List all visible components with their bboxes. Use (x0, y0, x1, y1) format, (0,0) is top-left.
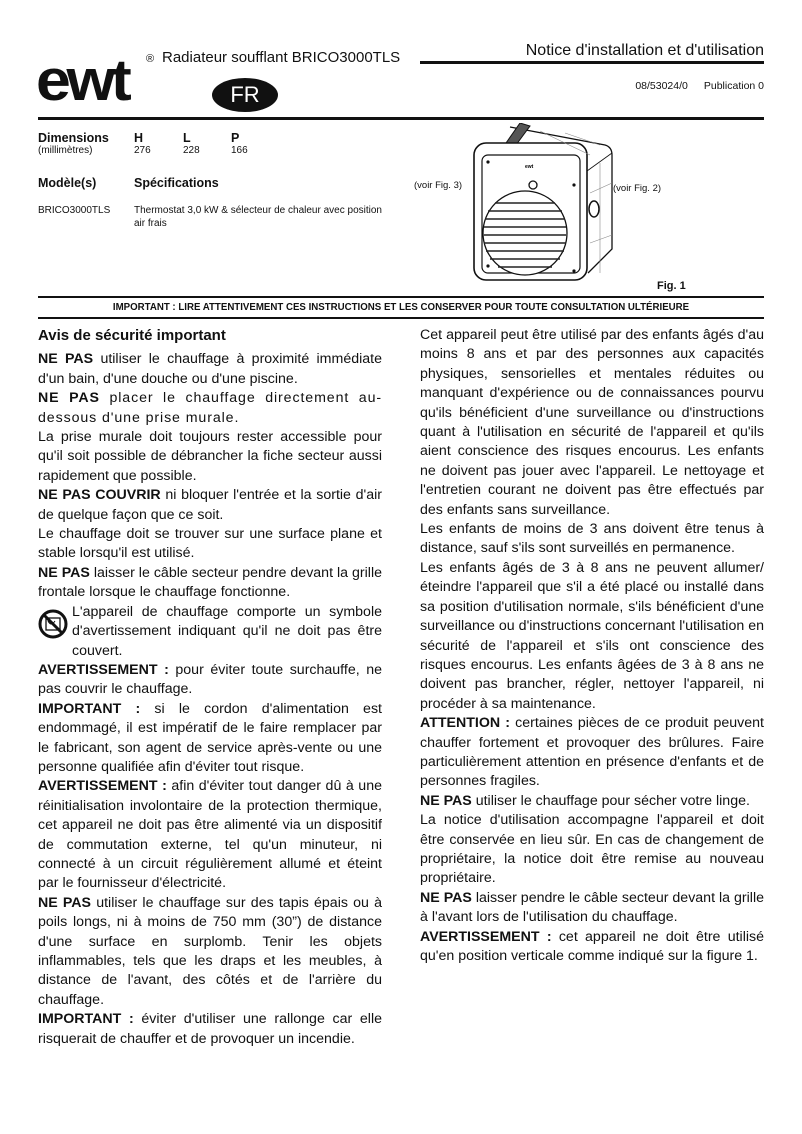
models-label: Modèle(s) (38, 176, 97, 190)
ewt-logo: ewt (36, 48, 128, 113)
notice-paragraph: NE PAS placer le chauffage directement au-dessous d'une prise murale. (38, 390, 382, 426)
svg-text:ewt: ewt (525, 164, 534, 170)
dim-value-l: 228 (183, 145, 200, 156)
dimensions-label: Dimensions (38, 131, 109, 145)
figure-label-fig3: (voir Fig. 3) (414, 180, 463, 191)
specifications-label: Spécifications (134, 176, 219, 190)
model-name: BRICO3000TLS (38, 205, 111, 216)
banner-top-rule (38, 296, 764, 298)
notice-paragraph: Le chauffage doit se trouver sur une surface plane et stable lorsqu'il est utilisé. (38, 526, 382, 562)
notice-paragraph: NE PAS laisser le câble secteur pendre devant la grille frontale lorsque le chauffage fonctionne. (38, 564, 382, 601)
notice-paragraph: AVERTISSEMENT : cet appareil ne doit être utilisé qu'en position verticale comme indiqué sur la figure 1. (420, 928, 764, 964)
banner-bottom-rule (38, 317, 764, 319)
registered-mark: ® (146, 53, 155, 65)
notice-paragraph: NE PAS utiliser le chauffage sur des tapis épais ou à poils longs, ni à moins de 750 mm (30”) de distance d'une surface en surplomb. Tenir les objets inflammables, tels que les draps et les meubles, à distance de l'avant, des côtés et de l'arrière du chauffage. (38, 894, 382, 1008)
specifications-table (38, 131, 382, 230)
important-banner: IMPORTANT : LIRE ATTENTIVEMENT CES INSTRUCTIONS ET LES CONSERVER POUR TOUTE CONSULTATION ULTÉRIEURE (112, 302, 690, 313)
units-label: (millimètres) (38, 145, 93, 156)
dim-col-h: H (134, 131, 144, 145)
safety-notices-left (38, 326, 382, 1049)
notice-paragraph: La notice d'utilisation accompagne l'appareil et doit être conservée en lieu sûr. En cas de changement de propriétaire, la notice doit être remise au nouveau propriétaire. (420, 812, 764, 887)
warning-symbol-paragraph (38, 603, 382, 661)
document-title: Notice d'installation et d'utilisation (525, 42, 764, 59)
figure-label-fig2: (voir Fig. 2) (613, 183, 662, 194)
reference-number: 08/53024/0 (635, 80, 688, 92)
safety-notices-right (420, 326, 764, 966)
notice-paragraph: ATTENTION : certaines pièces de ce produit peuvent chauffer fortement et provoquer des brûlures. Faire particulièrement attention en présence d'enfants et de personnes fragiles. (420, 715, 764, 790)
fan-heater-illustration-icon (470, 123, 620, 283)
dim-col-p: P (231, 131, 240, 145)
dim-value-p: 166 (231, 145, 248, 156)
notice-paragraph: AVERTISSEMENT : afin d'éviter tout danger dû à une réinitialisation involontaire de la protection thermique, cet appareil ne doit pas être alimenté via un dispositif de commutation externe, tel qu'un minuteur, ni connecté à un circuit régulièrement allumé et éteint par le fournisseur d'électricité. (38, 778, 382, 892)
product-title: Radiateur soufflant BRICO3000TLS (162, 49, 401, 66)
notice-paragraph: AVERTISSEMENT : pour éviter toute surchauffe, ne pas couvrir le chauffage. (38, 661, 382, 698)
notice-paragraph: Cet appareil peut être utilisé par des enfants âgés d'au moins 8 ans et par des personnes aux capacités physiques, sensorielles et mentales réduites ou manquant d'expérience ou de connaissances pourvu qu'ils bénéficient d'une surveillance ou d'instructions quant à l'utilisation en sécurité de l'appareil et qu'ils aient conscience des risques encourus. Les enfants ne doivent pas jouer avec l'appareil. Le nettoyage et l'entretien courant ne doivent pas être effectués par des enfants sans surveillance. (420, 327, 764, 518)
dim-value-h: 276 (134, 145, 151, 156)
model-specification: Thermostat 3,0 kW & sélecteur de chaleur avec position air frais (134, 205, 382, 229)
title-underline (420, 61, 764, 64)
section-title: Avis de sécurité important (38, 327, 226, 344)
notice-paragraph: NE PAS laisser pendre le câble secteur devant la grille à l'avant lors de l'utilisation du chauffage. (420, 889, 764, 926)
language-badge: FR (212, 78, 278, 112)
notice-paragraph: NE PAS utiliser le chauffage à proximité immédiate d'un bain, d'une douche ou d'une piscine. (38, 351, 382, 387)
do-not-cover-icon (38, 603, 72, 661)
notice-paragraph: NE PAS COUVRIR ni bloquer l'entrée et la sortie d'air de quelque façon que ce soit. (38, 487, 382, 523)
notice-paragraph: L'appareil de chauffage comporte un symbole d'avertissement indiquant qu'il ne doit pas être couvert. (72, 603, 382, 659)
notice-paragraph: IMPORTANT : si le cordon d'alimentation est endommagé, il est impératif de le faire remplacer par le fabricant, son agent de service après-vente ou une personne qualifiée afin d'éviter tout risque. (38, 700, 382, 775)
dim-col-l: L (183, 131, 191, 145)
notice-paragraph: IMPORTANT : éviter d'utiliser une rallonge car elle risquerait de chauffer et de provoquer un incendie. (38, 1011, 382, 1047)
notice-paragraph: La prise murale doit toujours rester accessible pour qu'il soit possible de débrancher la fiche secteur aussi rapidement que possible. (38, 429, 382, 484)
figure-caption: Fig. 1 (657, 280, 686, 292)
header-divider (38, 117, 764, 120)
notice-paragraph: NE PAS utiliser le chauffage pour sécher votre linge. (420, 792, 750, 809)
publication-number: Publication 0 (703, 80, 764, 92)
notice-paragraph: Les enfants de moins de 3 ans doivent être tenus à distance, sauf s'ils sont surveillés en permanence. (420, 521, 764, 557)
publication-info (619, 80, 764, 92)
notice-paragraph: Les enfants âgés de 3 à 8 ans ne peuvent allumer/éteindre l'appareil que s'il a été placé ou installé dans sa position d'utilisation normale, s'ils bénéficient d'une surveillance ou d'instructions concernant l'utilisation en sécurité de l'appareil et s'ils ont conscience des risques encourus. Les enfants âgées de 3 à 8 ans ne doivent pas brancher, régler, nettoyer l'appareil, ni procéder à sa maintenance. (420, 559, 764, 712)
